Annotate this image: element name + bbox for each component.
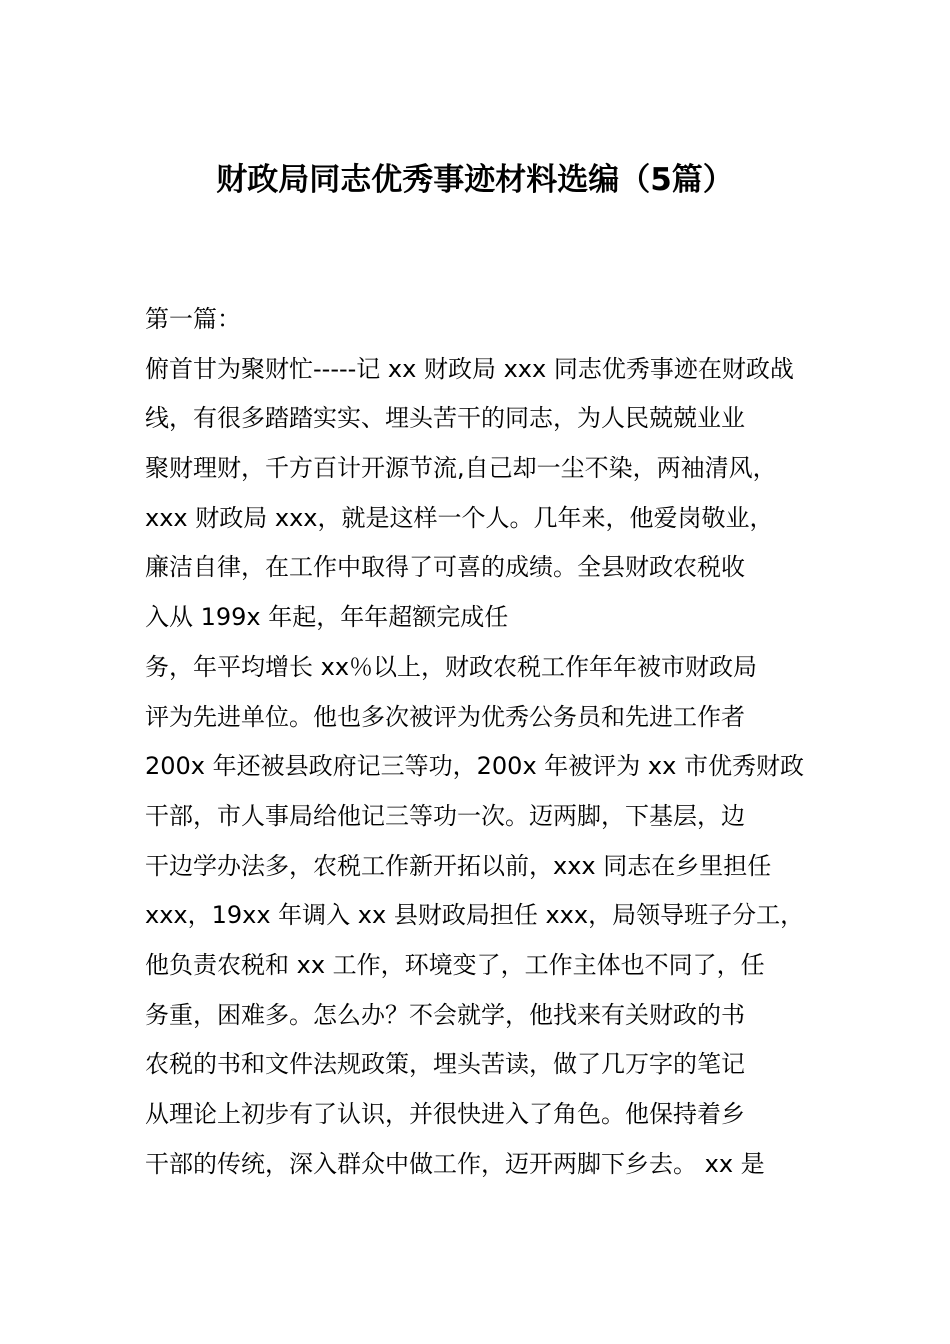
document-title: 财政局同志优秀事迹材料选编（5篇）: [216, 162, 734, 198]
paragraph-line: xxx，19xx 年调入 xx 县财政局担任 xxx，局领导班子分工，: [145, 901, 805, 930]
paragraph-line: 入从 199x 年起，年年超额完成任: [145, 603, 509, 632]
paragraph-line: 线，有很多踏踏实实、埋头苦干的同志，为人民兢兢业业: [145, 404, 745, 433]
paragraph-line: 干部的传统，深入群众中做工作，迈开两脚下乡去。 xx 是: [145, 1149, 765, 1178]
paragraph-line: 他负责农税和 xx 工作，环境变了，工作主体也不同了，任: [145, 950, 765, 979]
paragraph-line: 廉洁自律，在工作中取得了可喜的成绩。全县财政农税收: [145, 553, 745, 582]
document-body: [145, 295, 845, 1189]
section-heading: 第一篇：: [145, 305, 241, 333]
paragraph-line: 农税的书和文件法规政策，埋头苦读，做了几万字的笔记: [145, 1050, 745, 1079]
paragraph-line: 务，年平均增长 xx％以上，财政农税工作年年被市财政局: [145, 652, 758, 681]
paragraph-line: 评为先进单位。他也多次被评为优秀公务员和先进工作者: [145, 702, 745, 731]
paragraph-line: 200x 年还被县政府记三等功，200x 年被评为 xx 市优秀财政: [145, 752, 804, 781]
paragraph-line: 干边学办法多，农税工作新开拓以前，xxx 同志在乡里担任: [145, 851, 772, 880]
paragraph-line: 务重，困难多。怎么办？不会就学，他找来有关财政的书: [145, 1000, 745, 1029]
paragraph-line: 从理论上初步有了认识，并很快进入了角色。他保持着乡: [145, 1100, 745, 1128]
paragraph-line: 聚财理财，千方百计开源节流,自己却一尘不染，两袖清风，: [145, 454, 777, 483]
paragraph-line: 干部，市人事局给他记三等功一次。迈两脚，下基层，边: [145, 801, 745, 830]
paragraph-line: xxx 财政局 xxx，就是这样一个人。几年来，他爱岗敬业，: [145, 503, 774, 532]
paragraph-line: 俯首甘为聚财忙-----记 xx 财政局 xxx 同志优秀事迹在财政战: [145, 354, 794, 383]
